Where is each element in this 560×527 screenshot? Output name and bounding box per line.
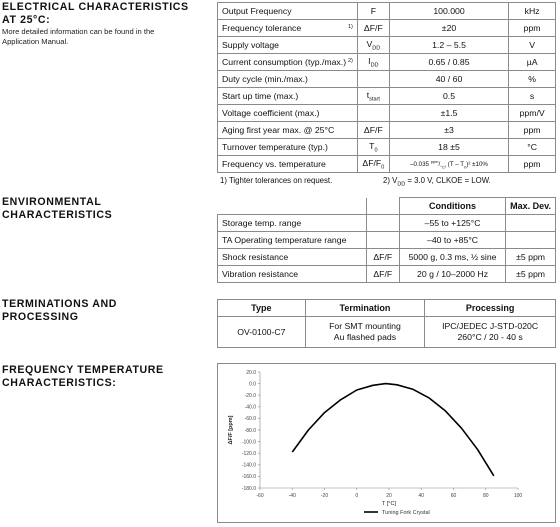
symbol-cell: $\Delta F/F_0$ xyxy=(357,156,389,173)
environmental-row xyxy=(218,232,556,249)
electrical-row xyxy=(218,156,556,173)
cond-cell: –40 to +85°C xyxy=(400,232,506,249)
sym-cell xyxy=(366,215,399,232)
electrical-row xyxy=(218,20,556,37)
value-cell: 0.5 xyxy=(389,88,508,105)
environmental-row xyxy=(218,266,556,283)
electrical-row xyxy=(218,37,556,54)
termination-header: Termination xyxy=(305,300,425,317)
footnote-2: 2) $V_{DD} = 3.0$ V, CLKOE = LOW. xyxy=(383,176,491,188)
param-cell: Current consumption (typ./max.) 2) xyxy=(218,54,358,71)
electrical-row xyxy=(218,3,556,20)
y-axis-label: ΔF/F [ppm] xyxy=(228,415,234,445)
y-tick-label: -80.0 xyxy=(244,427,256,434)
unit-cell: ppm/V xyxy=(509,105,556,122)
electrical-table xyxy=(217,2,556,173)
y-tick-label: -100.0 xyxy=(241,439,256,446)
value-cell: –0.035 $^{ppm}/_{^\circ C^2}$ $(T - T_0)^2 \pm 10\%$ xyxy=(389,156,508,173)
sym-cell: ΔF/F xyxy=(366,249,399,266)
environmental-title: ENVIRONMENTAL CHARACTERISTICS xyxy=(2,196,113,221)
value-cell: 40 / 60 xyxy=(389,71,508,88)
value-cell: 18 ±5 xyxy=(389,139,508,156)
unit-cell: ppm xyxy=(509,156,556,173)
x-tick-label: 40 xyxy=(418,493,425,499)
unit-cell: µA xyxy=(509,54,556,71)
param-cell: Turnover temperature (typ.) xyxy=(218,139,358,156)
unit-cell: V xyxy=(509,37,556,54)
unit-cell: ppm xyxy=(509,122,556,139)
processing-cell: IPC/JEDEC J-STD-020C 260°C / 20 - 40 s xyxy=(425,317,556,348)
x-axis-label: T [°C] xyxy=(381,501,397,507)
symbol-cell xyxy=(357,105,389,122)
value-cell: 1.2 – 5.5 xyxy=(389,37,508,54)
x-tick-label: -20 xyxy=(320,493,329,499)
terminations-title: TERMINATIONS AND PROCESSING xyxy=(2,298,117,323)
sym-cell: ΔF/F xyxy=(366,266,399,283)
type-cell: OV-0100-C7 xyxy=(218,317,306,348)
symbol-cell: $V_{DD}$ xyxy=(357,37,389,54)
symbol-cell: $I_{DD}$ xyxy=(357,54,389,71)
footnote-1: 1) Tighter tolerances on request. xyxy=(220,176,333,185)
y-tick-label: -20.0 xyxy=(244,393,256,399)
electrical-title: ELECTRICAL CHARACTERISTICS AT 25°C: xyxy=(2,1,189,26)
type-header: Type xyxy=(218,300,306,317)
electrical-row xyxy=(218,139,556,156)
y-tick-label: -180.0 xyxy=(241,485,256,492)
electrical-note: More detailed information can be found in the Application Manual. xyxy=(2,27,155,46)
unit-cell: % xyxy=(509,71,556,88)
symbol-cell xyxy=(357,71,389,88)
value-cell: 0.65 / 0.85 xyxy=(389,54,508,71)
electrical-row xyxy=(218,122,556,139)
param-cell: Frequency vs. temperature xyxy=(218,156,358,173)
param-cell: Voltage coefficient (max.) xyxy=(218,105,358,122)
x-tick-label: 100 xyxy=(513,493,523,499)
dev-cell xyxy=(506,215,556,232)
param-cell: Frequency tolerance 1) xyxy=(218,20,358,37)
x-tick-label: 80 xyxy=(482,493,489,499)
param-cell: Aging first year max. @ 25°C xyxy=(218,122,358,139)
value-cell: ±3 xyxy=(389,122,508,139)
unit-cell: kHz xyxy=(509,3,556,20)
cond-cell: 5000 g, 0.3 ms, ½ sine xyxy=(400,249,506,266)
value-cell: 100.000 xyxy=(389,3,508,20)
param-cell: Storage temp. range xyxy=(218,215,367,232)
terminations-header-row xyxy=(218,300,556,317)
param-cell: Supply voltage xyxy=(218,37,358,54)
param-cell: Shock resistance xyxy=(218,249,367,266)
unit-cell: ppm xyxy=(509,20,556,37)
symbol-cell: $t_{start}$ xyxy=(357,88,389,105)
param-cell: Vibration resistance xyxy=(218,266,367,283)
dev-cell xyxy=(506,232,556,249)
cond-cell: 20 g / 10–2000 Hz xyxy=(400,266,506,283)
symbol-cell: $T_0$ xyxy=(357,139,389,156)
series-line xyxy=(292,384,494,476)
param-cell: TA Operating temperature range xyxy=(218,232,367,249)
symbol-cell: ΔF/F xyxy=(357,20,389,37)
terminations-row xyxy=(218,317,556,348)
symbol-cell: F xyxy=(357,3,389,20)
electrical-row xyxy=(218,88,556,105)
y-tick-label: -60.0 xyxy=(244,416,256,423)
dev-cell: ±5 ppm xyxy=(506,266,556,283)
dev-cell: ±5 ppm xyxy=(506,249,556,266)
electrical-row xyxy=(218,105,556,122)
x-tick-label: -40 xyxy=(288,493,296,499)
param-cell: Duty cycle (min./max.) xyxy=(218,71,358,88)
x-tick-label: -60 xyxy=(256,493,264,499)
cond-cell: –55 to +125°C xyxy=(400,215,506,232)
y-tick-label: -40.0 xyxy=(244,404,256,411)
y-tick-label: -160.0 xyxy=(241,474,256,481)
processing-header: Processing xyxy=(425,300,556,317)
terminations-table xyxy=(217,299,556,348)
termination-cell: For SMT mounting Au flashed pads xyxy=(305,317,425,348)
value-cell: ±1.5 xyxy=(389,105,508,122)
conditions-header: Conditions xyxy=(400,198,506,215)
electrical-row xyxy=(218,71,556,88)
environmental-row xyxy=(218,249,556,266)
unit-cell: °C xyxy=(509,139,556,156)
footnote-marker: 1) xyxy=(347,24,353,30)
sym-cell xyxy=(366,232,399,249)
electrical-row xyxy=(218,54,556,71)
unit-cell: s xyxy=(509,88,556,105)
max-dev-header: Max. Dev. xyxy=(506,198,556,215)
environmental-table xyxy=(217,197,556,283)
y-tick-label: 0.0 xyxy=(249,381,256,388)
y-tick-label: 20.0 xyxy=(246,369,256,376)
value-cell: ±20 xyxy=(389,20,508,37)
frequency-temperature-chart xyxy=(217,363,556,523)
y-tick-label: -120.0 xyxy=(241,451,256,457)
x-tick-label: 60 xyxy=(450,493,457,499)
symbol-cell: ΔF/F xyxy=(357,122,389,139)
y-tick-label: -140.0 xyxy=(241,462,256,469)
x-tick-label: 0 xyxy=(355,493,359,499)
freqtemp-title: FREQUENCY TEMPERATURE CHARACTERISTICS: xyxy=(2,364,164,389)
environmental-row xyxy=(218,215,556,232)
chart-svg xyxy=(218,364,555,522)
x-tick-label: 20 xyxy=(386,493,392,499)
footnote-marker: 2) xyxy=(347,58,353,64)
legend-label: Tuning Fork Crystal xyxy=(382,510,430,516)
param-cell: Output Frequency xyxy=(218,3,358,20)
environmental-header-row xyxy=(218,198,556,215)
param-cell: Start up time (max.) xyxy=(218,88,358,105)
